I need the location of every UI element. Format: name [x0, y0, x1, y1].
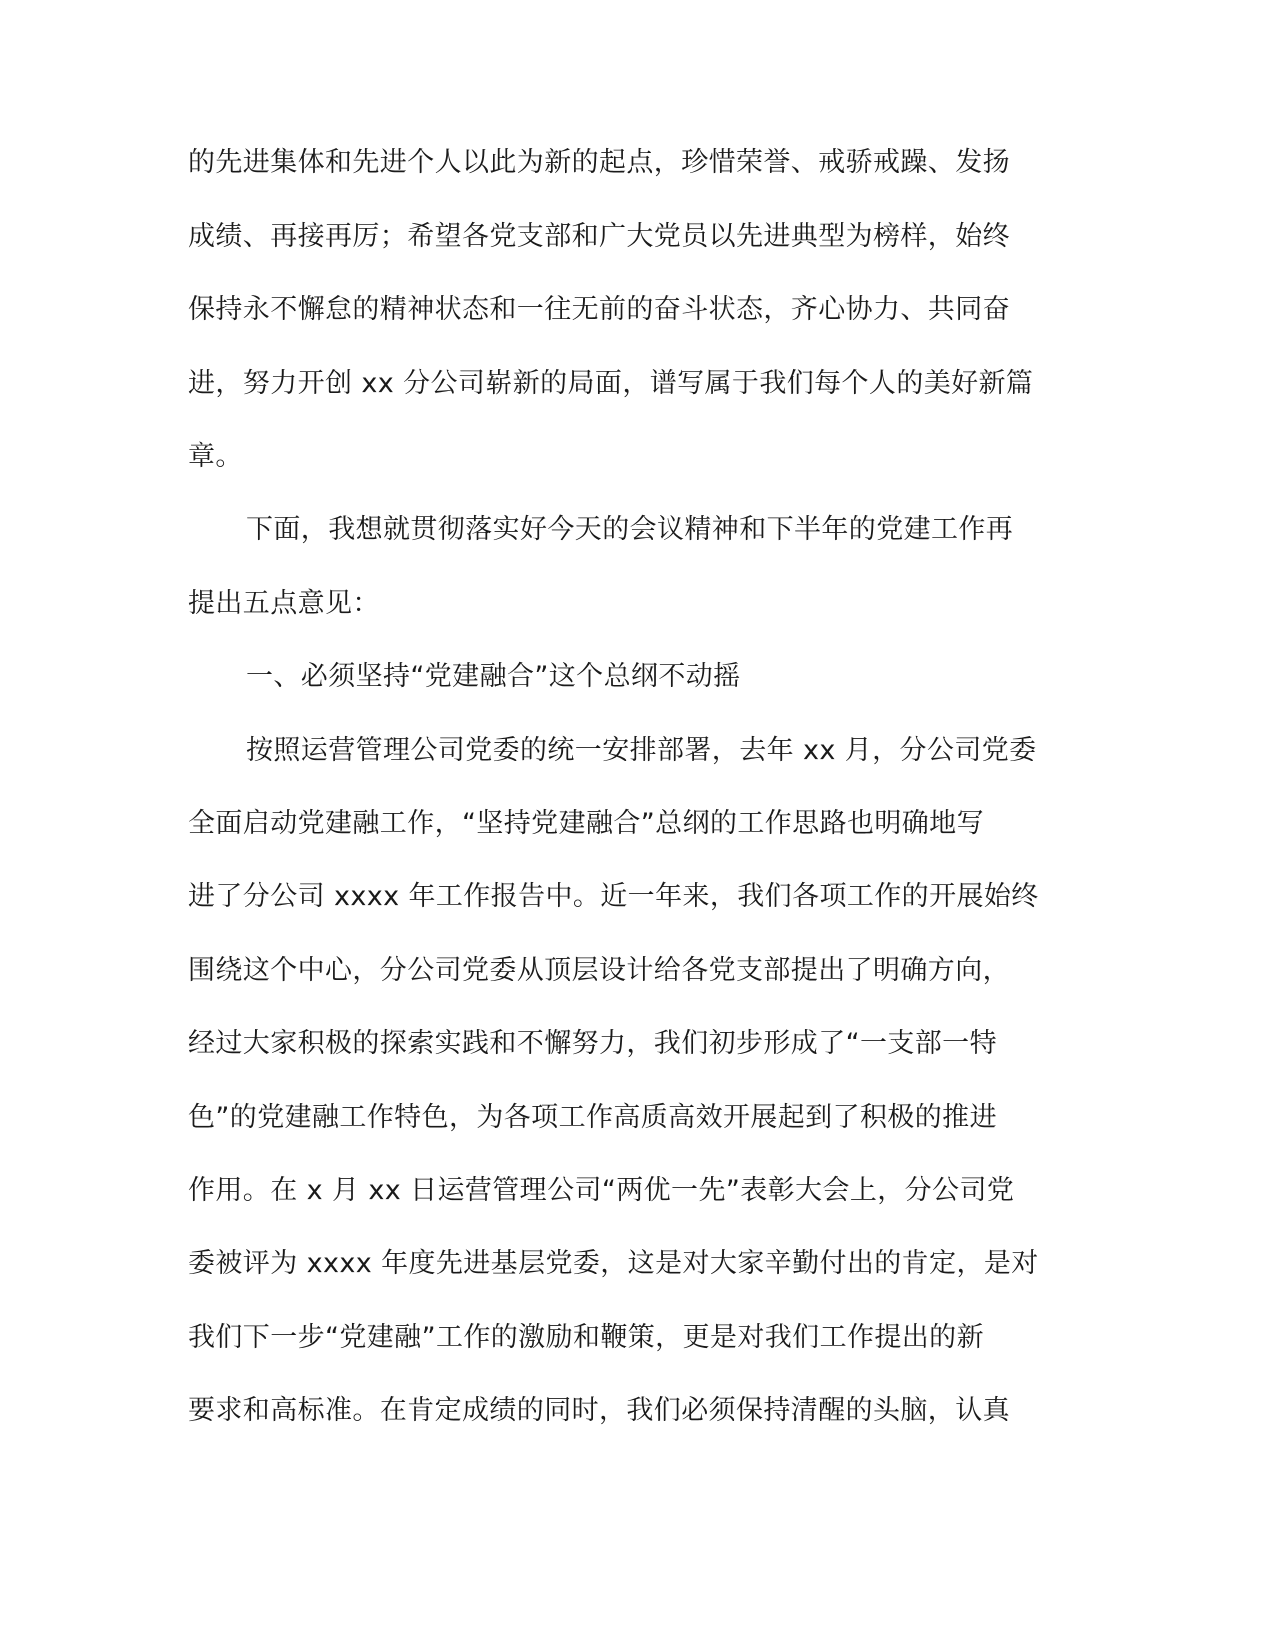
paragraph-line: 全面启动党建融工作，“坚持党建融合”总纲的工作思路也明确地写 — [188, 808, 984, 839]
paragraph-line: 要求和高标准。在肯定成绩的同时，我们必须保持清醒的头脑，认真 — [188, 1395, 1010, 1426]
paragraph-line: 下面，我想就贯彻落实好今天的会议精神和下半年的党建工作再 — [246, 514, 1014, 545]
paragraph-line: 保持永不懈怠的精神状态和一往无前的奋斗状态，齐心协力、共同奋 — [188, 294, 1010, 325]
paragraph-line: 提出五点意见： — [188, 588, 380, 619]
paragraph-line: 我们下一步“党建融”工作的激励和鞭策，更是对我们工作提出的新 — [188, 1322, 984, 1353]
paragraph-line: 委被评为 xxxx 年度先进基层党委，这是对大家辛勤付出的肯定，是对 — [188, 1248, 1039, 1279]
paragraph-line: 按照运营管理公司党委的统一安排部署，去年 xx 月，分公司党委 — [246, 735, 1037, 766]
paragraph-line: 成绩、再接再厉；希望各党支部和广大党员以先进典型为榜样，始终 — [188, 221, 1010, 252]
paragraph-line: 经过大家积极的探索实践和不懈努力，我们初步形成了“一支部一特 — [188, 1028, 997, 1059]
paragraph-line: 进了分公司 xxxx 年工作报告中。近一年来，我们各项工作的开展始终 — [188, 881, 1039, 912]
paragraph-line: 章。 — [188, 441, 243, 472]
paragraph-line: 进，努力开创 xx 分公司崭新的局面，谱写属于我们每个人的美好新篇 — [188, 368, 1034, 399]
paragraph-line: 围绕这个中心，分公司党委从顶层设计给各党支部提出了明确方向， — [188, 955, 1010, 986]
paragraph-line: 色”的党建融工作特色，为各项工作高质高效开展起到了积极的推进 — [188, 1102, 997, 1133]
section-heading: 一、必须坚持“党建融合”这个总纲不动摇 — [246, 661, 741, 692]
paragraph-line: 的先进集体和先进个人以此为新的起点，珍惜荣誉、戒骄戒躁、发扬 — [188, 147, 1010, 178]
paragraph-line: 作用。在 x 月 xx 日运营管理公司“两优一先”表彰大会上，分公司党 — [188, 1175, 1015, 1206]
